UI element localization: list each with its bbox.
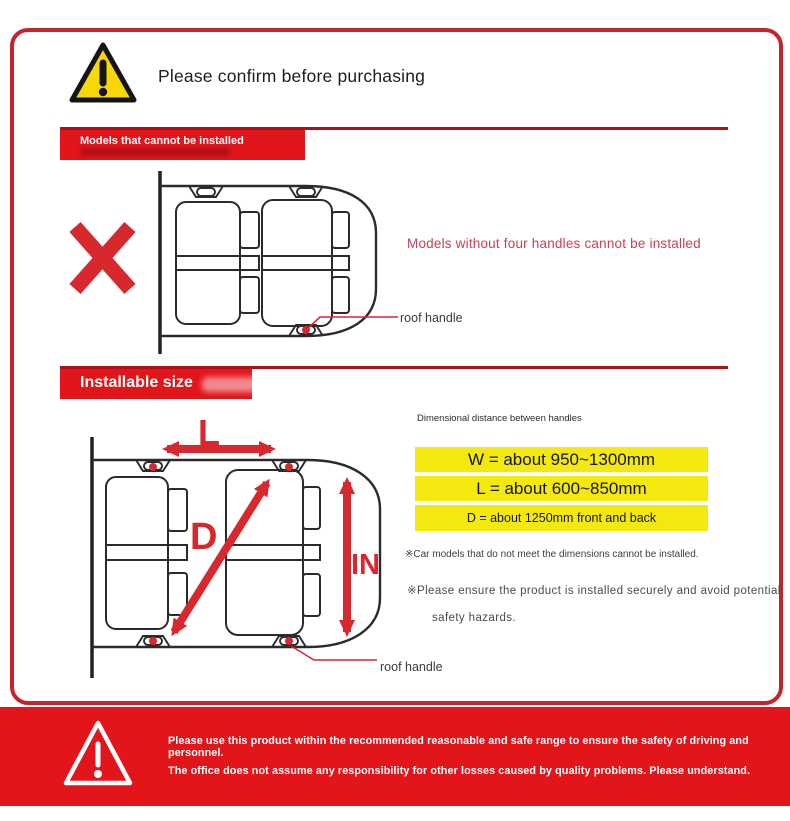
footer-warning-line1: Please use this product within the recommended reasonable and safe range to ensure the safety of driving and personnel. bbox=[168, 735, 749, 759]
banner-label: Installable size bbox=[80, 374, 193, 391]
installable-size-car-diagram bbox=[55, 400, 405, 690]
size-note-1: ※Car models that do not meet the dimensions cannot be installed. bbox=[405, 549, 699, 560]
arrow-label-d: D bbox=[190, 516, 218, 558]
arrow-label-l: L bbox=[198, 412, 220, 453]
dimension-subtitle: Dimensional distance between handles bbox=[417, 413, 582, 424]
warning-triangle-icon bbox=[68, 40, 138, 106]
car-outline bbox=[92, 437, 380, 678]
dimension-d-value: D = about 1250mm front and back bbox=[415, 505, 708, 531]
red-x-icon bbox=[75, 227, 130, 289]
no-handles-car-diagram bbox=[55, 163, 405, 360]
cannot-install-note: Models without four handles cannot be installed bbox=[407, 236, 701, 251]
banner-label: Models that cannot be installed bbox=[80, 135, 244, 147]
roof-handle-label: roof handle bbox=[400, 311, 463, 325]
dimension-w-value: W = about 950~1300mm bbox=[415, 447, 708, 472]
dimension-l-value: L = about 600~850mm bbox=[415, 476, 708, 501]
page-title: Please confirm before purchasing bbox=[158, 66, 426, 86]
size-note-2-line2: safety hazards. bbox=[432, 612, 516, 624]
warning-triangle-outline-icon bbox=[62, 718, 134, 790]
footer-warning-band bbox=[0, 707, 790, 806]
footer-warning-line2: The office does not assume any responsibility for other losses caused by quality problems. Please understand. bbox=[168, 765, 751, 777]
seat-layout bbox=[176, 200, 349, 326]
size-note-2-line1: ※Please ensure the product is installed securely and avoid potential bbox=[407, 585, 781, 597]
roof-handle-label: roof handle bbox=[380, 660, 443, 674]
banner-smudge bbox=[80, 148, 230, 156]
car-outline bbox=[160, 171, 376, 354]
arrow-label-in: IN bbox=[351, 549, 380, 581]
banner-smudge bbox=[202, 377, 260, 392]
